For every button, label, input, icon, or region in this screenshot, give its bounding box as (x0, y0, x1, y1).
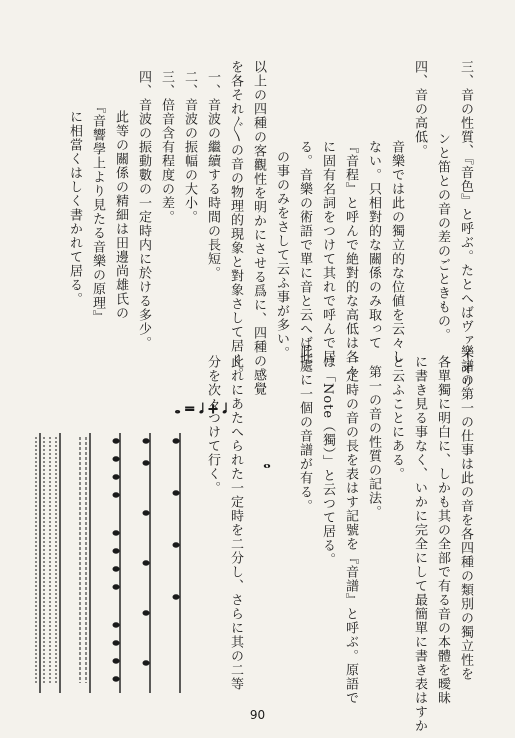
list-item: 四、音波の振動數の一定時内に於ける多少。 (136, 70, 151, 350)
text-column: 一定時の音の長を表はす記號を『音譜』と呼ぶ。原語で (343, 355, 358, 705)
text-column: に書き見る事なく、いかに完全にして最簡單に書き表はすか (412, 355, 427, 733)
text-column: る。音樂の術語で單に音と云へば此 (297, 140, 312, 364)
text-column: に固有名詞をつけて其れで呼んで居 (320, 140, 335, 364)
text-column: ない。只相對的な關係のみ取って (366, 140, 381, 350)
text-column: 『音程』と呼んで絶對的な高低は各々 (343, 140, 358, 378)
text-column: と云ふことにある。 (389, 355, 404, 481)
section-heading: 四、音の高低。 (412, 60, 427, 158)
text-column: を各それ〴〵の音の物理的現象と對象さして居く。 (228, 60, 243, 381)
whole-note-symbol: 𝅝 (256, 452, 280, 473)
svg-text:𝅝 = 𝅗𝅥 + 𝅗𝅥: 𝅝 = 𝅗𝅥 + 𝅗𝅥 (175, 402, 227, 417)
section-heading: 第一の音の性質の記法。 (366, 365, 381, 519)
text-column: の事のみをさして云ふ事が多い。 (274, 150, 289, 360)
text-column: 此等の關係の精細は田邊尚雄氏の (113, 110, 128, 320)
text-column: 三、音の性質、『音色』と呼ぶ。たとへばヴァイオリ (458, 60, 473, 390)
note-value-notation (30, 393, 230, 713)
page-number: 90 (249, 708, 266, 722)
text-column: 樂譜の第一の仕事は此の音を各四種の類別の獨立性を (458, 345, 473, 681)
text-column: は「Note（獨）」と云つて居る。 (320, 355, 335, 567)
text-column: 此處に一個の音譜が有る。 (297, 345, 312, 513)
text-column: ンと笛との音の差のごときもの。 (435, 132, 450, 342)
text-column: 分を次々つけて行く。 (205, 355, 220, 495)
text-column: 音樂では此の獨立的な位値を云々し (389, 140, 404, 364)
list-item: 一、音波の繼續する時間の長短。 (205, 70, 220, 280)
list-item: 三、倍音含有程度の差。 (159, 70, 174, 224)
text-column: 此れにあたへられた一定時を二分し、さらに其の二等 (228, 355, 243, 691)
text-column: 以上の四種の客觀性を明かにさせる爲に、四種の感覺 (251, 60, 266, 396)
music-notation-figure (30, 393, 230, 713)
list-item: 二、音波の振幅の大小。 (182, 70, 197, 224)
text-column: に相當くはしく書かれて居る。 (67, 110, 82, 306)
text-column: 各單獨に明白に、しかも其の全部で有る音の本體を曖昧 (435, 355, 450, 705)
text-column: 『音響學上より見たる音樂の原理』 (90, 100, 105, 324)
